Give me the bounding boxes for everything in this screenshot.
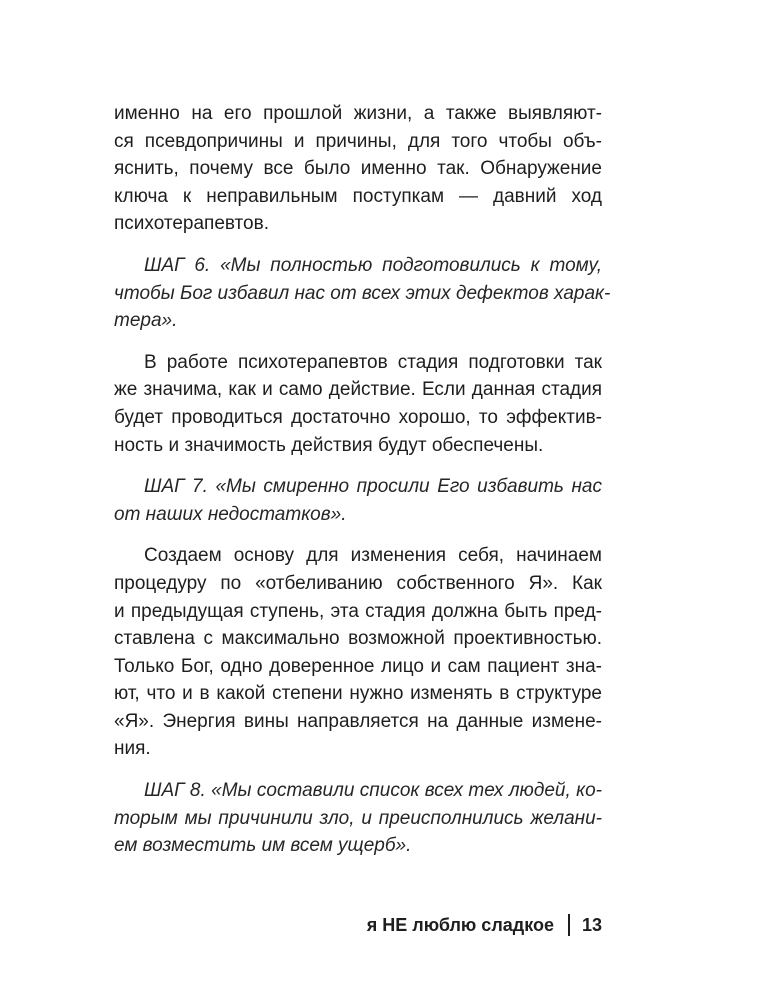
body-paragraph [114,542,602,763]
text-line: В работе психотерапевтов стадия подготовки так [144,351,602,373]
text-line: «Я». Энергия вины направляется на данные измене- [114,710,602,732]
text-line: процедуру по «отбеливанию собственного Я». Как [114,572,602,594]
text-line: же значима, как и само действие. Если данная стадия [114,379,602,401]
step-paragraph [114,473,602,528]
text-line: и предыдущая ступень, эта стадия должна быть пред- [114,600,602,622]
text-line: ставлена с максимально возможной проективностью. [114,628,602,650]
text-line: от наших недостатков». [114,503,347,525]
text-line: ШАГ 7. «Мы смиренно просили Его избавить нас [144,476,602,498]
text-line: ШАГ 8. «Мы составили список всех тех людей, ко- [144,780,602,802]
text-line: ния. [114,738,151,760]
page-body [114,100,611,874]
text-line: ют, что и в какой степени нужно изменять в структуре [114,683,602,705]
body-paragraph [114,349,602,459]
text-line: ШАГ 6. «Мы полностью подготовились к тому, [144,254,602,276]
text-line: психотерапевтов. [114,213,269,235]
page-number: 13 [581,914,602,935]
book-title: я НЕ люблю сладкое [366,914,554,935]
step-paragraph [114,777,602,860]
text-line: ем возместить им всем ущерб». [114,835,412,857]
text-line: чтобы Бог избавил нас от всех этих дефектов харак- [114,282,611,304]
text-line: Создаем основу для изменения себя, начинаем [144,545,602,567]
footer-separator [568,914,570,936]
text-line: торым мы причинили зло, и преисполнились желани- [114,807,602,829]
text-line: ся псевдопричины и причины, для того чтобы объ- [114,130,602,152]
text-line: ключа к неправильным поступкам — давний ход [114,185,602,207]
text-line: именно на его прошлой жизни, а также выявляют- [114,103,602,124]
text-line: будет проводиться достаточно хорошо, то эффектив- [114,406,602,428]
text-line: Только Бог, одно доверенное лицо и сам пациент зна- [114,655,602,677]
body-paragraph [114,100,602,238]
running-footer [367,914,602,936]
text-line: тера». [114,310,178,332]
text-line: ность и значимость действия будут обеспечены. [114,434,544,456]
text-line: яснить, почему все было именно так. Обнаружение [114,158,602,180]
step-paragraph [114,252,611,335]
